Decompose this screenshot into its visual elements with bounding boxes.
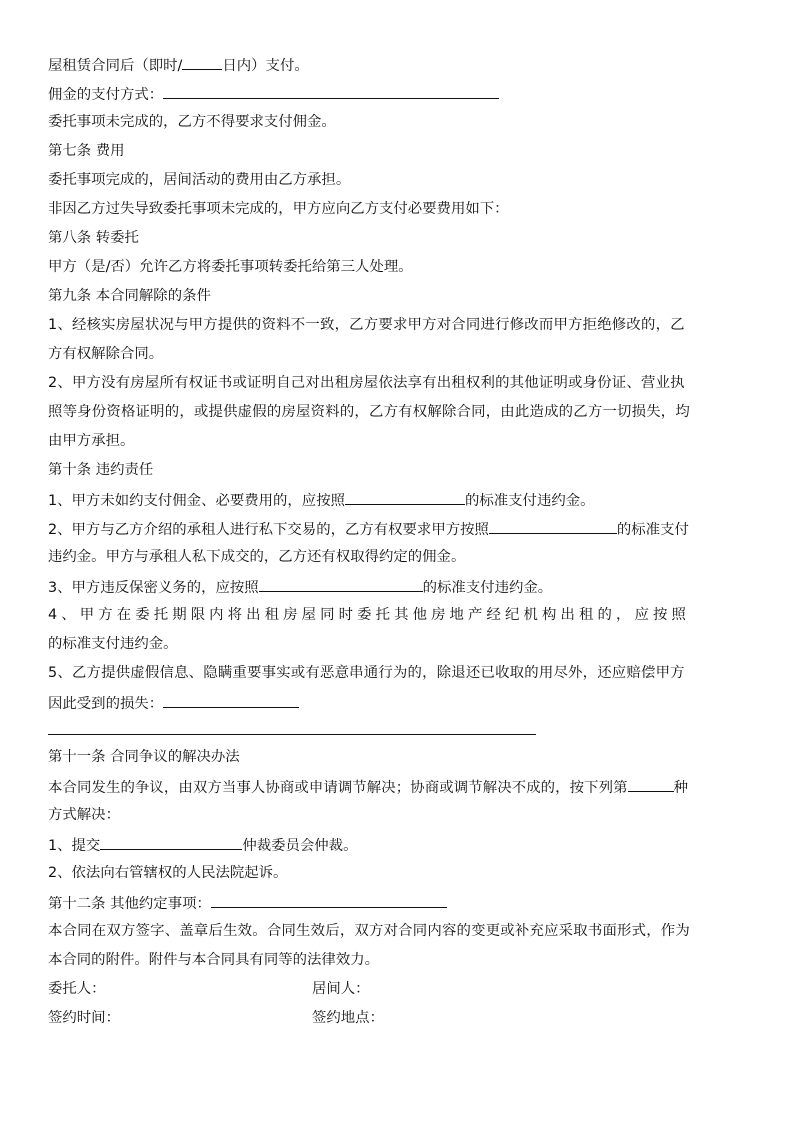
fill-blank — [345, 489, 465, 505]
text: 本合同发生的争议，由双方当事人协商或申请调节解决；协商或调节解决不成的，按下列第 — [48, 780, 628, 796]
section-heading: 第十二条 其他约定事项： — [48, 896, 211, 912]
text: 仲裁委员会仲裁。 — [242, 838, 358, 854]
section-heading: 第十一条 合同争议的解决办法 — [48, 749, 240, 765]
text-line: 方有权解除合同。 — [48, 346, 164, 362]
text-line: 5、乙方提供虚假信息、隐瞒重要事实或有恶意串通行为的，除退还已收取的用尽外，还应赔偿甲方 — [48, 665, 685, 681]
fill-blank-rule — [48, 734, 536, 735]
commission-payment-label: 佣金的支付方式： — [48, 87, 164, 103]
text-line: 非因乙方过失导致委托事项未完成的，甲方应向乙方支付必要费用如下： — [48, 201, 509, 217]
fill-blank — [489, 518, 617, 534]
text-line — [48, 54, 309, 74]
text: 的标准支付违约金。 — [464, 493, 595, 509]
text: 1、甲方未如约支付佣金、必要费用的，应按照 — [48, 493, 345, 509]
text-line: 的标准支付违约金。 — [48, 636, 178, 652]
fill-blank — [182, 54, 222, 70]
text-line — [48, 892, 447, 912]
fill-blank — [628, 776, 674, 792]
text-line: 照等身份资格证明的，或提供虚假的房屋资料的，乙方有权解除合同，由此造成的乙方一切损失，均 — [48, 404, 690, 420]
text-line — [48, 692, 299, 712]
text-line: 甲方（是/否）允许乙方将委托事项转委托给第三人处理。 — [48, 259, 413, 275]
text-line: 2、甲方没有房屋所有权证书或证明自己对出租房屋依法享有出租权利的其他证明或身份证、营业执 — [48, 375, 685, 391]
text: 1、提交 — [48, 838, 101, 854]
text-line: 本合同的附件。附件与本合同具有同等的法律效力。 — [48, 952, 379, 968]
text: 日内）支付。 — [222, 58, 309, 74]
text-line — [48, 489, 595, 509]
text-line: 2、依法向右管辖权的人民法院起诉。 — [48, 865, 288, 881]
text-line — [48, 834, 357, 854]
text-line: 4、甲方在委托期限内将出租房屋同时委托其他房地产经纪机构出租的，应按照 — [48, 607, 690, 623]
section-heading: 第九条 本合同解除的条件 — [48, 288, 211, 304]
text-line — [48, 518, 689, 538]
text-line: 1、经核实房屋状况与甲方提供的资料不一致，乙方要求甲方对合同进行修改而甲方拒绝修改的，乙 — [48, 317, 685, 333]
text-line — [48, 576, 552, 596]
text: 3、甲方违反保密义务的，应按照 — [48, 580, 259, 596]
principal-label: 委托人： — [48, 981, 106, 997]
broker-label: 居间人： — [312, 981, 370, 997]
sign-place-label: 签约地点： — [312, 1010, 384, 1026]
text: 的标准支付 — [616, 522, 689, 538]
text-line: 方式解决： — [48, 807, 120, 823]
text-line — [48, 776, 688, 796]
text-line: 委托事项完成的，居间活动的费用由乙方承担。 — [48, 172, 351, 188]
text-line: 由甲方承担。 — [48, 433, 135, 449]
text-line — [48, 83, 499, 103]
text-line: 委托事项未完成的，乙方不得要求支付佣金。 — [48, 114, 336, 130]
text: 因此受到的损失： — [48, 696, 164, 712]
text: 2、甲方与乙方介绍的承租人进行私下交易的，乙方有权要求甲方按照 — [48, 522, 489, 538]
section-heading: 第八条 转委托 — [48, 230, 139, 246]
text: 种 — [673, 780, 689, 796]
fill-blank — [163, 83, 499, 99]
text-line: 本合同在双方签字、盖章后生效。合同生效后，双方对合同内容的变更或补充应采取书面形式，作为 — [48, 923, 690, 939]
fill-blank — [100, 834, 242, 850]
fill-blank — [163, 692, 299, 708]
section-heading: 第七条 费用 — [48, 143, 125, 159]
text: 屋租赁合同后（即时/ — [48, 58, 183, 74]
text-line: 违约金。甲方与承租人私下成交的，乙方还有权取得约定的佣金。 — [48, 549, 466, 565]
text: 的标准支付违约金。 — [422, 580, 553, 596]
section-heading: 第十条 违约责任 — [48, 462, 154, 478]
fill-blank — [211, 892, 447, 908]
fill-blank — [259, 576, 423, 592]
sign-time-label: 签约时间： — [48, 1010, 120, 1026]
